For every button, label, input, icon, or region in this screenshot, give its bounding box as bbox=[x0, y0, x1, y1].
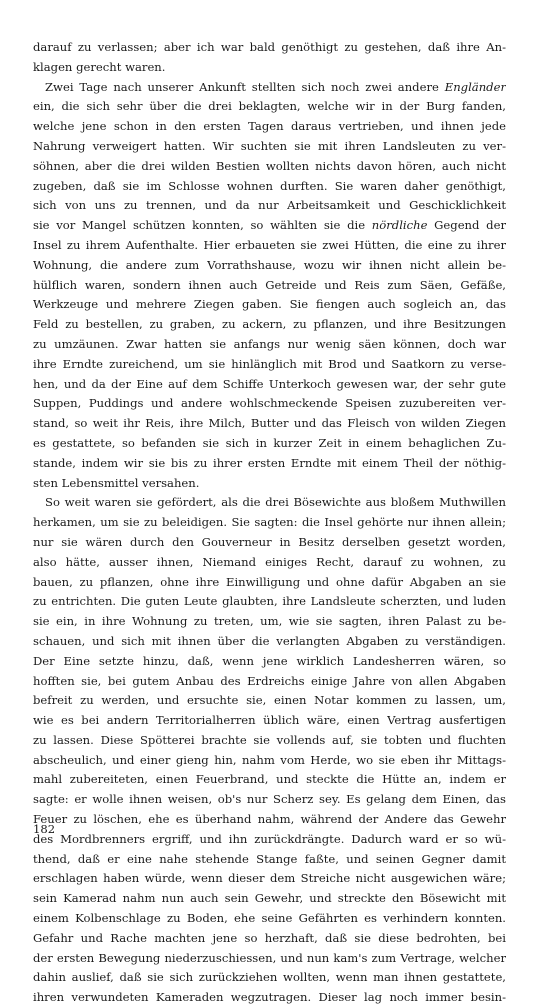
text-line: sich von uns zu trennen, und da nur Arbeitsamkeit und Geschicklichkeit bbox=[33, 198, 506, 213]
text-line: zu lassen. Diese Spötterei brachte sie vollends auf, sie tobten und fluchten bbox=[33, 732, 506, 747]
text-line: stande, indem wir sie bis zu ihrer ersten Erndte mit einem Theil der nöthig- bbox=[33, 455, 506, 470]
page-number: 182 bbox=[33, 822, 56, 836]
page-body bbox=[33, 38, 506, 1008]
text-line: sie ein, in ihre Wohnung zu treten, um, wie sie sagten, ihren Palast zu be- bbox=[33, 614, 506, 629]
text-line: zu entrichten. Die guten Leute glaubten, ihre Landsleute scherzten, und luden bbox=[33, 594, 506, 609]
text-line: Zwei Tage nach unserer Ankunft stellten sich noch zwei andere Engländer bbox=[45, 79, 506, 94]
text-line: abscheulich, und einer gieng hin, nahm vom Herde, wo sie eben ihr Mittags- bbox=[33, 752, 506, 767]
text-line: ihren verwundeten Kameraden wegzutragen. Dieser lag noch immer besin- bbox=[33, 990, 506, 1005]
text-line: welche jene schon in den ersten Tagen daraus vertrieben, und ihnen jede bbox=[33, 119, 506, 134]
text-line: Feuer zu löschen, ehe es überhand nahm, während der Andere das Gewehr bbox=[33, 812, 506, 827]
text-line: darauf zu verlassen; aber ich war bald genöthigt zu gestehen, daß ihre An- bbox=[33, 40, 506, 54]
text-line: bauen, zu pflanzen, ohne ihre Einwilligung und ohne dafür Abgaben an sie bbox=[33, 574, 506, 589]
text-line: hofften sie, bei gutem Anbau des Erdreichs einige Jahre von allen Abgaben bbox=[33, 673, 506, 688]
text-line: wie es bei andern Territorialherren üblich wäre, einen Vertrag ausfertigen bbox=[33, 713, 506, 728]
text-line: ein, die sich sehr über die drei beklagten, welche wir in der Burg fanden, bbox=[33, 99, 506, 114]
text-line: Suppen, Puddings und andere wohlschmeckende Speisen zuzubereiten ver- bbox=[33, 396, 506, 411]
text-line: befreit zu werden, und ersuchte sie, einen Notar kommen zu lassen, um, bbox=[33, 693, 506, 708]
text-line: söhnen, aber die drei wilden Bestien wollten nichts davon hören, auch nicht bbox=[33, 158, 506, 173]
text-line: thend, daß er eine nahe stehende Stange faßte, und seinen Gegner damit bbox=[33, 851, 506, 866]
text-line: erschlagen haben würde, wenn dieser dem Streiche nicht ausgewichen wäre; bbox=[33, 871, 506, 886]
text-line: So weit waren sie gefördert, als die drei Bösewichte aus bloßem Muthwillen bbox=[45, 495, 506, 510]
text-line: es gestattete, so befanden sie sich in kurzer Zeit in einem behaglichen Zu- bbox=[33, 435, 506, 450]
text-line: des Mordbrenners ergriff, und ihn zurückdrängte. Dadurch ward er so wü- bbox=[33, 831, 506, 846]
text-line: Wohnung, die andere zum Vorrathshause, wozu wir ihnen nicht allein be- bbox=[33, 257, 506, 272]
text-line: ihre Erndte zureichend, um sie hinlänglich mit Brod und Saatkorn zu verse- bbox=[33, 356, 506, 371]
text-line: klagen gerecht waren. bbox=[33, 59, 166, 74]
text-line: nur sie wären durch den Gouverneur in Besitz derselben gesetzt worden, bbox=[33, 534, 506, 549]
text-line: also hätte, ausser ihnen, Niemand einiges Recht, darauf zu wohnen, zu bbox=[33, 554, 506, 569]
text-line: zugeben, daß sie im Schlosse wohnen durften. Sie waren daher genöthigt, bbox=[33, 178, 506, 193]
text-line: zu umzäunen. Zwar hatten sie anfangs nur wenig säen können, doch war bbox=[33, 336, 506, 351]
text-line: stand, so weit ihr Reis, ihre Milch, Butter und das Fleisch von wilden Ziegen bbox=[33, 416, 506, 431]
text-line: Insel zu ihrem Aufenthalte. Hier erbaueten sie zwei Hütten, die eine zu ihrer bbox=[33, 237, 506, 252]
text-line: Der Eine setzte hinzu, daß, wenn jene wirklich Landesherren wären, so bbox=[33, 653, 506, 668]
text-line: hülflich waren, sondern ihnen auch Getreide und Reis zum Säen, Gefäße, bbox=[33, 277, 506, 292]
text-line: sten Lebensmittel versahen. bbox=[33, 475, 200, 490]
text-line: dahin auslief, daß sie sich zurückziehen wollten, wenn man ihnen gestattete, bbox=[33, 970, 506, 985]
text-line: Werkzeuge und mehrere Ziegen gaben. Sie fiengen auch sogleich an, das bbox=[33, 297, 506, 312]
text-line: herkamen, um sie zu beleidigen. Sie sagten: die Insel gehörte nur ihnen allein; bbox=[33, 515, 506, 530]
text-line: sein Kamerad nahm nun auch sein Gewehr, und streckte den Bösewicht mit bbox=[33, 891, 506, 906]
text-line: schauen, und sich mit ihnen über die verlangten Abgaben zu verständigen. bbox=[33, 633, 506, 648]
text-line: Gefahr und Rache machten jene so herzhaft, daß sie diese bedrohten, bei bbox=[33, 930, 506, 945]
text-line: einem Kolbenschlage zu Boden, ehe seine Gefährten es verhindern konnten. bbox=[33, 911, 506, 926]
text-line: hen, und da der Eine auf dem Schiffe Unterkoch gewesen war, der sehr gute bbox=[33, 376, 506, 391]
text-line: Feld zu bestellen, zu graben, zu ackern, zu pflanzen, und ihre Besitzungen bbox=[33, 317, 506, 332]
text-line: der ersten Bewegung niederzuschiessen, und nun kam's zum Vertrage, welcher bbox=[33, 950, 506, 965]
text-line: mahl zubereiteten, einen Feuerbrand, und steckte die Hütte an, indem er bbox=[33, 772, 506, 787]
text-line: Nahrung verweigert hatten. Wir suchten sie mit ihren Landsleuten zu ver- bbox=[33, 138, 506, 153]
text-line: sagte: er wolle ihnen weisen, ob's nur Scherz sey. Es gelang dem Einen, das bbox=[33, 792, 506, 807]
text-line: sie vor Mangel schützen konnten, so wählten sie die nördliche Gegend der bbox=[33, 218, 506, 233]
